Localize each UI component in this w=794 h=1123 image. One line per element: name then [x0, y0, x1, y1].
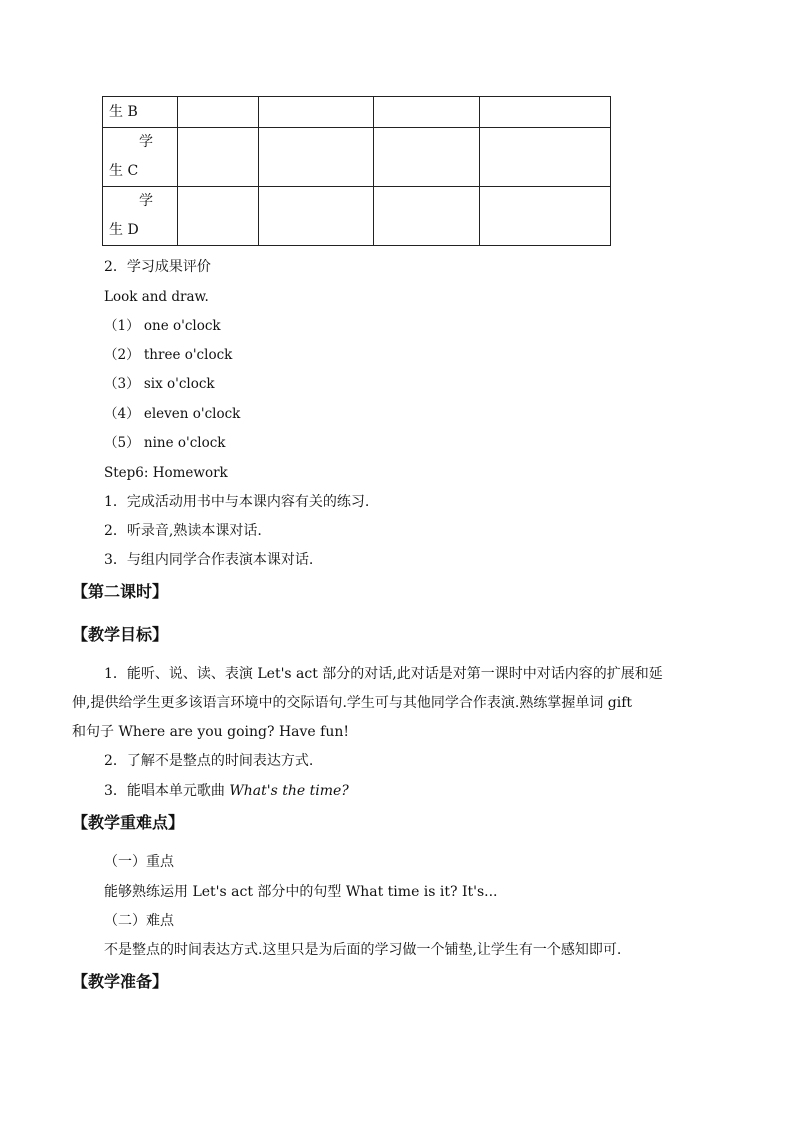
evaluation-table [102, 96, 611, 246]
row-label: 学 生 C [103, 128, 178, 187]
step-title: Step6: Homework [104, 465, 228, 481]
prep-heading: 【教学准备】 [72, 972, 169, 991]
table-cell [480, 97, 611, 128]
keypoints-heading: 【教学重难点】 [72, 813, 185, 832]
table-cell [178, 128, 259, 187]
list-item: （2） three o'clock [104, 347, 233, 363]
list-item: （3） six o'clock [104, 376, 215, 392]
subheading: （一）重点 [104, 854, 174, 870]
list-item: 1．完成活动用书中与本课内容有关的练习. [104, 494, 370, 510]
table-cell [259, 128, 374, 187]
song-title: What's the time? [229, 783, 349, 799]
table-cell [374, 97, 480, 128]
table-cell [259, 187, 374, 246]
list-item: 3．与组内同学合作表演本课对话. [104, 552, 314, 568]
goals-heading: 【教学目标】 [72, 625, 169, 644]
goal-text: 伸,提供给学生更多该语言环境中的交际语句.学生可与其他同学合作表演.熟练掌握单词 gift [72, 695, 633, 711]
list-item: 2．听录音,熟读本课对话. [104, 523, 262, 539]
table-cell [480, 128, 611, 187]
table-cell [178, 97, 259, 128]
lesson-heading: 【第二课时】 [72, 582, 169, 601]
table-cell [259, 97, 374, 128]
list-item: （1） one o'clock [104, 318, 221, 334]
table-cell [374, 187, 480, 246]
table-cell [374, 128, 480, 187]
table-cell [480, 187, 611, 246]
section-title: 2．学习成果评价 [104, 259, 211, 275]
list-item: （5） nine o'clock [104, 435, 226, 451]
goal-text: 2．了解不是整点的时间表达方式. [104, 753, 314, 769]
goal-text: 3．能唱本单元歌曲 What's the time? [104, 783, 349, 799]
table-row [103, 128, 611, 187]
body-text: 不是整点的时间表达方式.这里只是为后面的学习做一个铺垫,让学生有一个感知即可. [104, 942, 622, 958]
table-row [103, 97, 611, 128]
goal-text: 1．能听、说、读、表演 Let's act 部分的对话,此对话是对第一课时中对话内容的扩展和延 [104, 666, 663, 682]
table-row [103, 187, 611, 246]
goal-text: 和句子 Where are you going? Have fun! [72, 724, 349, 740]
row-label: 学 生 D [103, 187, 178, 246]
instruction-text: Look and draw. [104, 289, 209, 305]
row-label: 生 B [103, 97, 178, 128]
table-cell [178, 187, 259, 246]
body-text: 能够熟练运用 Let's act 部分中的句型 What time is it? It's... [104, 884, 498, 900]
list-item: （4） eleven o'clock [104, 406, 241, 422]
subheading: （二）难点 [104, 913, 174, 929]
